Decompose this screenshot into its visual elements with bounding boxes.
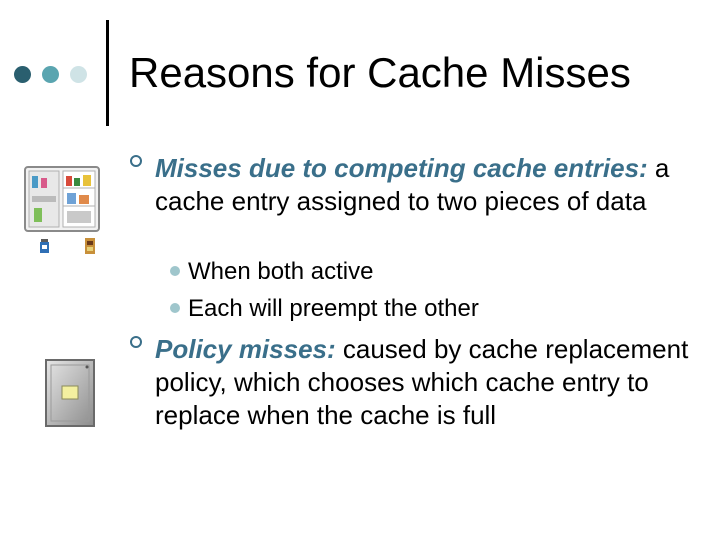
box-icon: [85, 238, 95, 254]
safe-icon: [45, 359, 95, 427]
bullet-body: a cache entry assigned to two pieces of data: [155, 153, 670, 216]
bullet-body: caused by cache replacement policy, which chooses which cache entry to replace when the cache is full: [155, 334, 689, 430]
bullet-text: [155, 333, 690, 432]
bullet-text: [155, 152, 690, 218]
bullet-policy-misses: [130, 333, 690, 432]
bullet-ring-icon: [130, 336, 142, 348]
jar-icon: [40, 239, 49, 253]
sub-bullet-text: Each will preempt the other: [188, 295, 479, 322]
sub-bullet-dot-icon: [170, 303, 180, 313]
slide-title: Reasons for Cache Misses: [129, 49, 631, 96]
sub-bullet-preempt: [170, 294, 670, 324]
decorative-dot-mid: [42, 66, 59, 83]
sub-bullet-both-active: [170, 257, 670, 287]
decorative-dot-light: [70, 66, 87, 83]
sub-bullet-text: When both active: [188, 258, 374, 285]
sub-bullet-dot-icon: [170, 266, 180, 276]
bullet-emphasis: Misses due to competing cache entries:: [155, 153, 648, 183]
title-divider: [106, 20, 109, 126]
bullet-emphasis: Policy misses:: [155, 334, 336, 364]
fridge-icon: [24, 166, 100, 232]
decorative-dot-dark: [14, 66, 31, 83]
bullet-ring-icon: [130, 155, 142, 167]
bullet-competing-entries: [130, 152, 690, 218]
